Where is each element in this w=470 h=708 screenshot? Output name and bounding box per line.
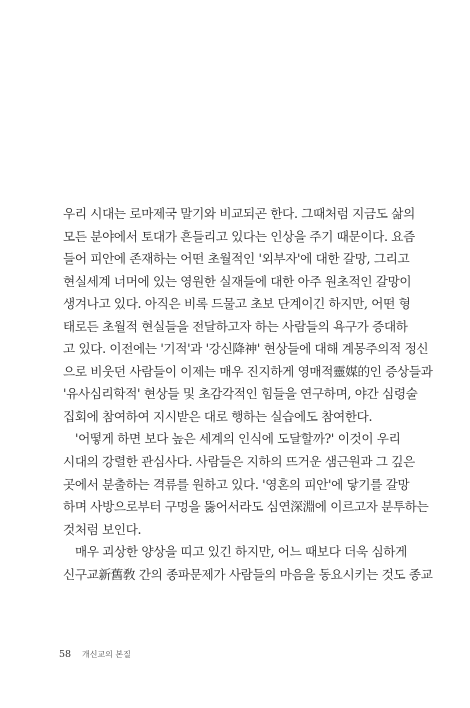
text-line: '유사심리학적' 현상들 및 초감각적인 힘들을 연구하며, 야간 심령술 xyxy=(63,386,418,402)
text-line: 현실세계 너머에 있는 영원한 실재들에 대한 아주 원초적인 갈망이 xyxy=(63,273,412,289)
text-line: 집회에 참여하여 지시받은 대로 행하는 실습에도 참여한다. xyxy=(63,408,373,424)
body-text xyxy=(63,203,433,586)
paragraph xyxy=(63,203,433,428)
running-title: 개신교의 본질 xyxy=(81,650,131,659)
text-line: '어떻게 하면 보다 높은 세계의 인식에 도달할까?' 이것이 우리 xyxy=(75,431,401,447)
text-line: 하며 사방으로부터 구멍을 뚫어서라도 심연深淵에 이르고자 분투하는 xyxy=(63,499,429,515)
text-line: 모든 분야에서 토대가 흔들리고 있다는 인상을 주기 때문이다. 요즘 xyxy=(63,228,415,244)
page-footer xyxy=(59,649,131,660)
text-line: 고 있다. 이전에는 '기적'과 '강신降神' 현상들에 대해 계몽주의적 정신 xyxy=(63,341,429,357)
page-number: 58 xyxy=(59,649,72,660)
text-line: 우리 시대는 로마제국 말기와 비교되곤 한다. 그때처럼 지금도 삶의 xyxy=(63,206,415,221)
text-line: 시대의 강렬한 관심사다. 사람들은 지하의 뜨거운 샘근원과 그 깊은 xyxy=(63,454,415,470)
text-line: 으로 비웃던 사람들이 이제는 매우 진지하게 영매적靈媒的인 증상들과 xyxy=(63,363,433,379)
paragraph xyxy=(63,541,433,586)
text-line: 태로든 초월적 현실들을 전달하고자 하는 사람들의 욕구가 증대하 xyxy=(63,318,408,334)
paragraph xyxy=(63,428,429,541)
text-line: 생겨나고 있다. 아직은 비록 드물고 초보 단계이긴 하지만, 어떤 형 xyxy=(63,296,411,312)
text-line: 것처럼 보인다. xyxy=(63,521,142,537)
text-line: 매우 괴상한 양상을 띠고 있긴 하지만, 어느 때보다 더욱 심하게 xyxy=(75,544,407,560)
text-line: 들어 피안에 존재하는 어떤 초월적인 '외부자'에 대한 갈망, 그리고 xyxy=(63,251,410,267)
text-line: 곳에서 분출하는 격류를 원하고 있다. '영혼의 피안'에 닿기를 갈망 xyxy=(63,476,410,492)
text-line: 신구교新舊敎 간의 종파문제가 사람들의 마음을 동요시키는 것도 종교 xyxy=(63,566,433,582)
